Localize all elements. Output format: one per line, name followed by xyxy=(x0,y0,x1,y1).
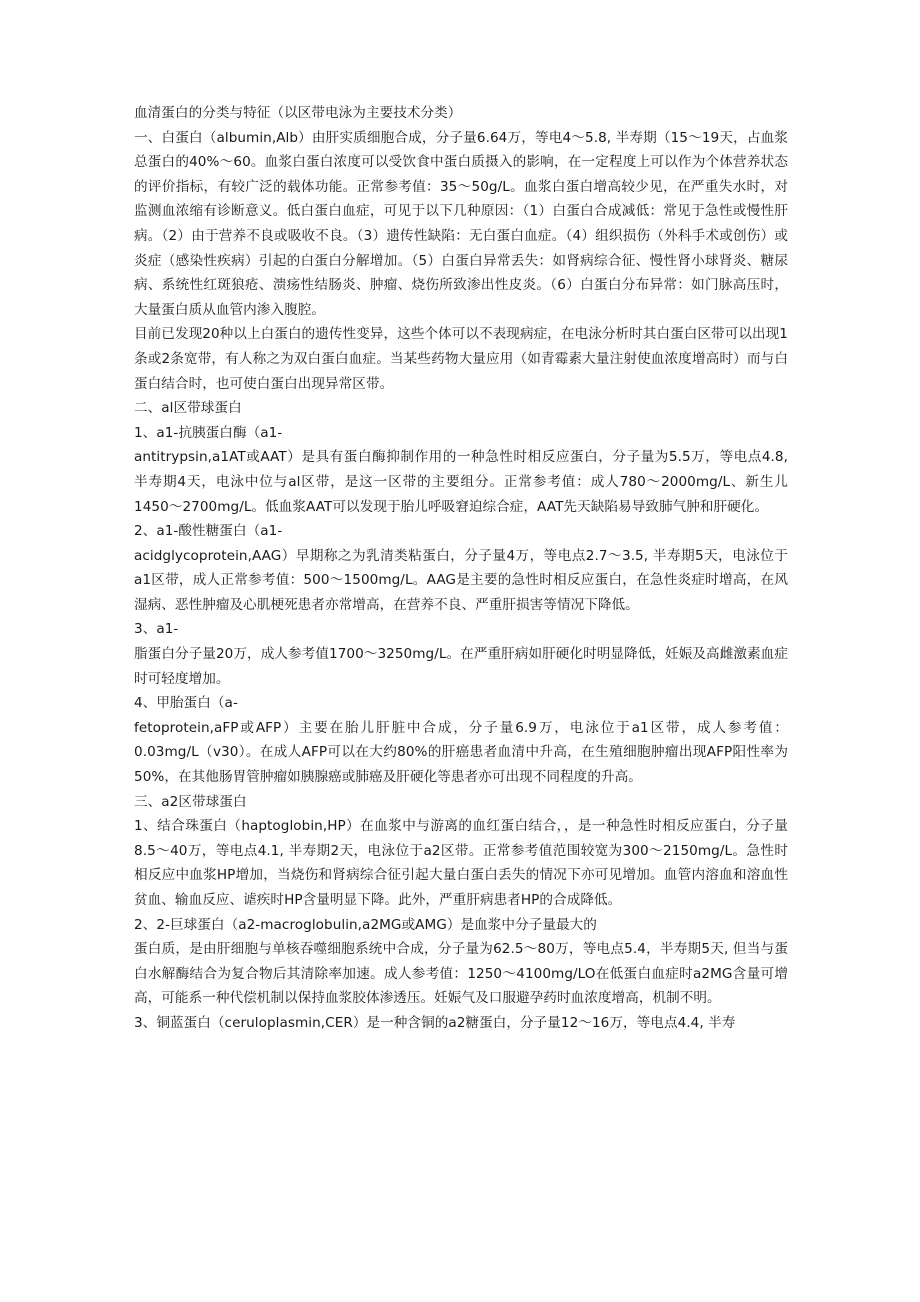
item-heading-afp: 4、甲胎蛋白（a- xyxy=(134,695,238,712)
paragraph-aag: acidglycoprotein,AAG）早期称之为乳清类粘蛋白，分子量4万，等电点2.7～3.5, 半寿期5天，电泳位于a1区带，成人正常参考值：500～1500mg/L。AAG是主要的急性时相反应蛋白，在急性炎症时增高，在风湿病、恶性肿瘤及心肌梗死患者亦常增高，在营养不良、严重肝损害等情况下降低。 xyxy=(134,547,788,613)
paragraph-ceruloplasmin: 3、铜蓝蛋白（ceruloplasmin,CER）是一种含铜的a2糖蛋白，分子量12～16万，等电点4.4, 半寿 xyxy=(134,1014,736,1031)
item-heading-a2mg: 2、2-巨球蛋白（a2-macroglobulin,a2MG或AMG）是血浆中分子量最大的 xyxy=(134,916,597,933)
paragraph-albumin: 一、白蛋白（albumin,Alb）由肝实质细胞合成，分子量6.64万，等电4～5.8, 半寿期（15～19天，占血浆总蛋白的40%～60。血浆白蛋白浓度可以受饮食中蛋白质摄入的影响，在一定程度上可以作为个体营养状态的评价指标，有较广泛的载体功能。正常参考值：35～50g/L。血浆白蛋白增高较少见，在严重失水时，对监测血浓缩有诊断意义。低白蛋白血症，可见于以下几种原因：（1）白蛋白合成减低：常见于急性或慢性肝病。（2）由于营养不良或吸收不良。（3）遗传性缺陷：无白蛋白血症。（4）组织损伤（外科手术或创伤）或炎症（感染性疾病）引起的白蛋白分解增加。（5）白蛋白异常丢失：如肾病综合征、慢性肾小球肾炎、糖尿病、系统性红斑狼疮、溃疡性结肠炎、肿瘤、烧伤所致渗出性皮炎。（6）白蛋白分布异常：如门脉高压时，大量蛋白质从血管内渗入腹腔。 xyxy=(134,129,788,318)
section-heading-alpha2: 三、a2区带球蛋白 xyxy=(134,793,247,810)
item-heading-a1-lipoprotein: 3、a1- xyxy=(134,621,179,638)
paragraph-albumin-variants: 目前已发现20种以上白蛋白的遗传性变异，这些个体可以不表现病症，在电泳分析时其白蛋白区带可以出现1条或2条宽带，有人称之为双白蛋白血症。当某些药物大量应用（如青霉素大量注射使血浓度增高时）而与白蛋白结合时，也可使白蛋白出现异常区带。 xyxy=(134,326,788,392)
item-heading-aag: 2、a1-酸性糖蛋白（a1- xyxy=(134,523,283,540)
document-body xyxy=(134,100,788,1036)
document-title: 血清蛋白的分类与特征（以区带电泳为主要技术分类） xyxy=(134,105,462,121)
paragraph-aat: antitrypsin,a1AT或AAT）是具有蛋白酶抑制作用的一种急性时相反应蛋白，分子量为5.5万，等电点4.8, 半寿期4天，电泳中位与al区带，是这一区带的主要组分。正常参考值：成人780～2000mg/L、新生儿1450～2700mg/L。低血浆AAT可以发现于胎儿呼吸窘迫综合症，AAT先天缺陷易导致肺气肿和肝硬化。 xyxy=(134,449,788,515)
item-heading-aat: 1、a1-抗胰蛋白酶（a1- xyxy=(134,424,283,441)
paragraph-a1-lipoprotein: 脂蛋白分子量20万，成人参考值1700～3250mg/L。在严重肝病如肝硬化时明显降低，妊娠及高雌激素血症时可轻度增加。 xyxy=(134,646,788,687)
paragraph-a2mg: 蛋白质，是由肝细胞与单核吞噬细胞系统中合成，分子量为62.5～80万，等电点5.4，半寿期5天, 但当与蛋白水解酶结合为复合物后其清除率加速。成人参考值：1250～4100mg/LO在低蛋白血症时a2MG含量可增高，可能系一种代偿机制以保持血浆胶体渗透压。妊娠气及口服避孕药时血浓度增高，机制不明。 xyxy=(134,941,788,1007)
paragraph-haptoglobin: 1、结合珠蛋白（haptoglobin,HP）在血浆中与游离的血红蛋白结合，，是一种急性时相反应蛋白，分子量8.5～40万，等电点4.1, 半寿期2天，电泳位于a2区带。正常参考值范围较宽为300～2150mg/L。急性时相反应中血浆HP增加，当烧伤和肾病综合征引起大量白蛋白丢失的情况下亦可见增加。血管内溶血和溶血性贫血、输血反应、谑疾时HP含量明显下降。此外，严重肝病患者HP的合成降低。 xyxy=(134,818,788,908)
section-heading-alpha1: 二、al区带球蛋白 xyxy=(134,400,242,417)
paragraph-afp: fetoprotein,aFP或AFP）主要在胎儿肝脏中合成，分子量6.9万，电泳位于a1区带，成人参考值：0.03mg/L（v30）。在成人AFP可以在大约80%的肝癌患者血清中升高，在生殖细胞肿瘤出现AFP阳性率为50%，在其他肠胃管肿瘤如胰腺癌或肺癌及肝硬化等患者亦可出现不同程度的升高。 xyxy=(134,719,788,786)
